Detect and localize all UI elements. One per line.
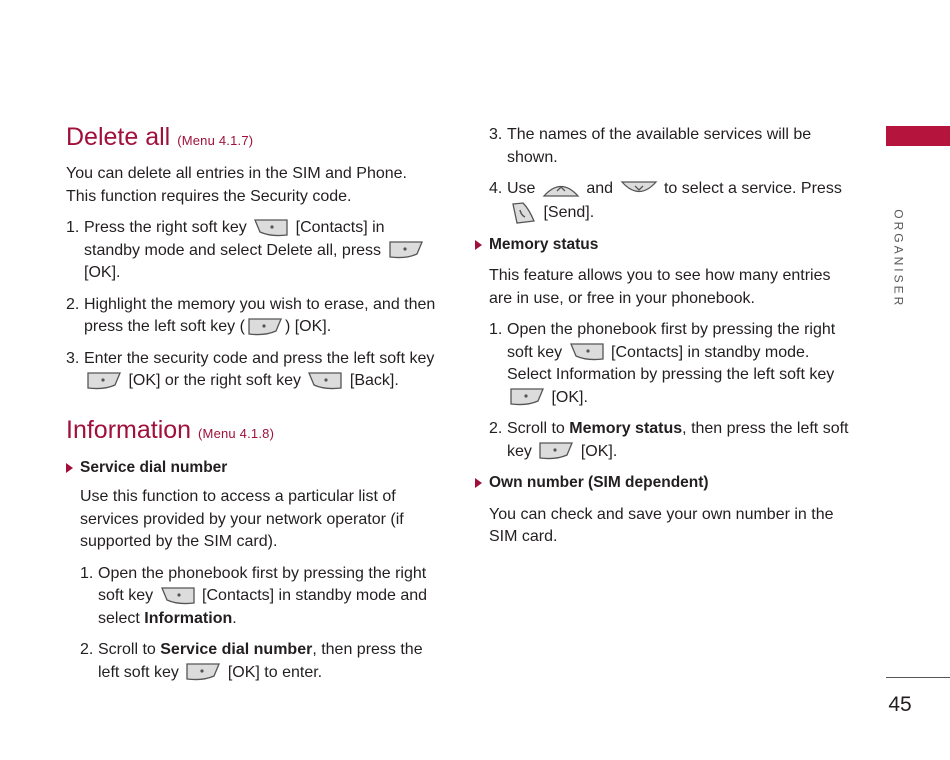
triangle-bullet-icon: [66, 463, 73, 473]
memory-status-step-2: 2. Scroll to Memory status, then press the left soft key [OK].: [489, 420, 849, 460]
delete-all-heading: [66, 122, 436, 156]
triangle-bullet-icon: [475, 478, 482, 488]
service-dial-section: [66, 486, 436, 684]
service-dial-step-3: 3. The names of the available services will be shown.: [489, 126, 812, 166]
section-tab-label: ORGANISER: [891, 209, 906, 309]
right-column: [489, 124, 854, 549]
left-soft-key-icon: [247, 317, 283, 337]
service-dial-step-4: 4. Use and to select a service. Press [Send].: [489, 178, 854, 225]
service-dial-intro: Use this function to access a particular list of services provided by your network operator (if supported by the SIM card).: [80, 488, 404, 550]
delete-all-title: Delete all: [66, 123, 171, 151]
delete-all-menu-ref: (Menu 4.1.7): [177, 133, 254, 148]
memory-status-subheading: Memory status: [475, 234, 854, 257]
service-dial-step-1: 1. Open the phonebook first by pressing the right soft key [Contacts] in standby mode and select Information.: [80, 564, 428, 627]
right-soft-key-icon: [569, 342, 605, 362]
delete-all-step-2: 2. Highlight the memory you wish to erase, and then press the left soft key ( ) [OK].: [66, 295, 436, 335]
own-number-intro: You can check and save your own number in the SIM card.: [489, 505, 834, 545]
delete-all-step-1: 1. Press the right soft key [Contacts] in standby mode and select Delete all, press [OK].: [66, 217, 436, 285]
service-dial-step-2: 2. Scroll to Service dial number, then press the left soft key [OK] to enter.: [80, 641, 423, 681]
left-column: [66, 122, 436, 684]
information-title: Information: [66, 415, 192, 444]
section-tab: [886, 126, 950, 146]
triangle-bullet-icon: [475, 240, 482, 250]
right-soft-key-icon: [160, 586, 196, 606]
own-number-subheading: Own number (SIM dependent): [475, 472, 854, 495]
delete-all-intro: You can delete all entries in the SIM and Phone. This function requires the Security code.: [66, 165, 407, 205]
left-soft-key-icon: [509, 387, 545, 407]
memory-status-step-1: 1. Open the phonebook first by pressing the right soft key [Contacts] in standby mode. Select Information by pressing the left soft key [OK].: [489, 321, 836, 406]
information-heading: [66, 415, 436, 449]
footer-rule: [886, 677, 950, 678]
left-soft-key-icon: [185, 662, 221, 682]
left-soft-key-icon: [388, 240, 424, 260]
delete-all-step-3: 3. Enter the security code and press the left soft key [OK] or the right soft key [Back].: [66, 349, 435, 389]
nav-down-key-icon: [620, 180, 658, 198]
send-key-icon: [509, 201, 537, 225]
right-soft-key-icon: [253, 218, 289, 238]
information-menu-ref: (Menu 4.1.8): [198, 425, 275, 441]
page-number: 45: [888, 693, 912, 716]
memory-status-intro: This feature allows you to see how many entries are in use, or free in your phonebook.: [489, 267, 831, 307]
right-soft-key-icon: [307, 371, 343, 391]
left-soft-key-icon: [86, 371, 122, 391]
service-dial-subheading: Service dial number: [66, 457, 436, 480]
nav-up-key-icon: [542, 180, 580, 198]
left-soft-key-icon: [538, 441, 574, 461]
